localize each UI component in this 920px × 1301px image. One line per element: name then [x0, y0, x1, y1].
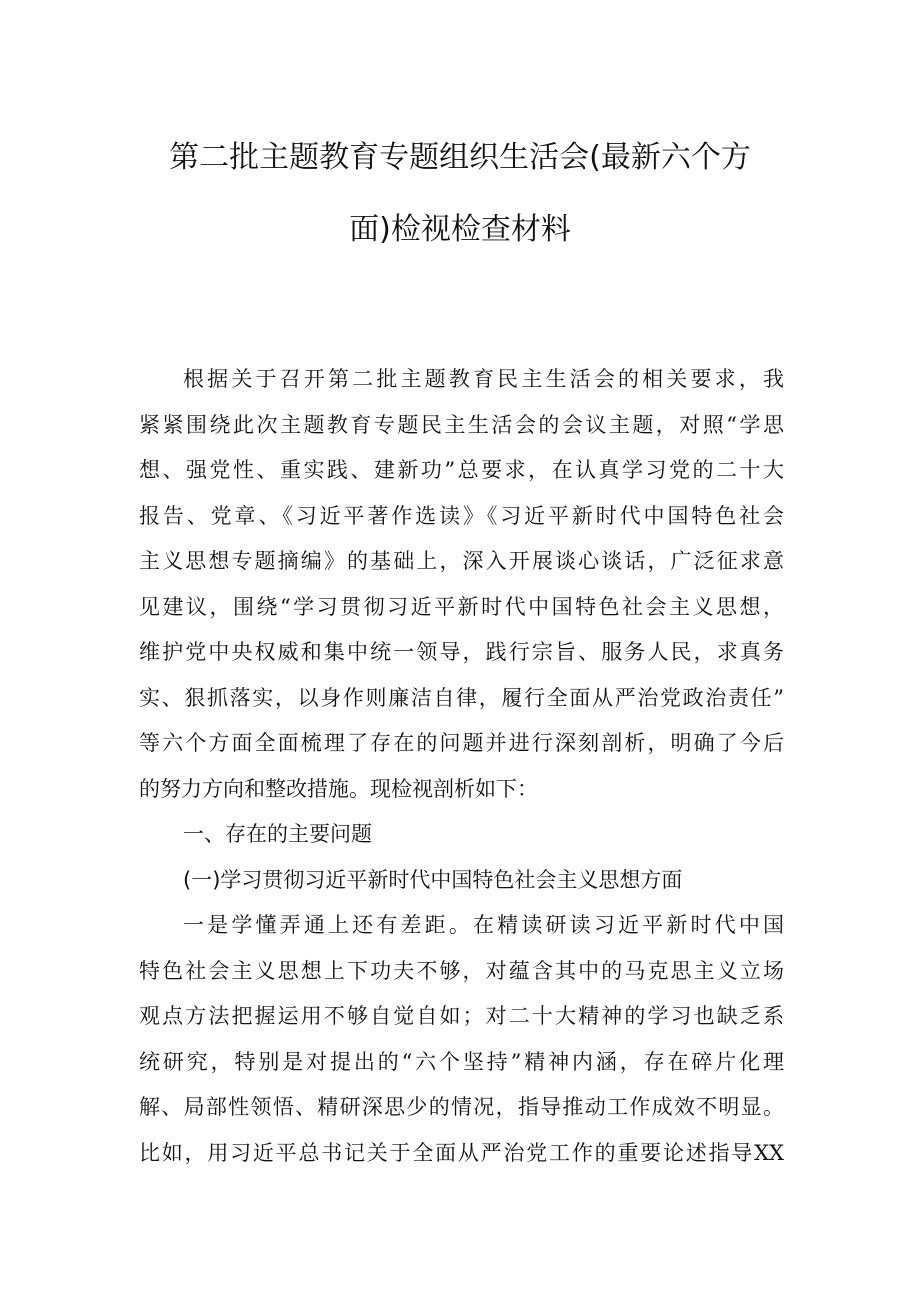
- intro-line: 主义思想专题摘编》的基础上，深入开展谈心谈话，广泛征求意: [139, 549, 784, 573]
- point1-line: 解、局部性领悟、精研深思少的情况，指导推动工作成效不明显。: [139, 1095, 784, 1119]
- intro-line: 报告、党章、《习近平著作选读》《习近平新时代中国特色社会: [139, 503, 784, 528]
- point1-line: 统研究，特别是对提出的“六个坚持”精神内涵，存在碎片化理: [139, 1049, 784, 1074]
- point1-line: 比如，用习近平总书记关于全面从严治党工作的重要论述指导XX: [139, 1140, 784, 1165]
- intro-line: 紧紧围绕此次主题教育专题民主生活会的会议主题，对照“学思: [139, 412, 784, 437]
- document-title-line-1: 第二批主题教育专题组织生活会(最新六个方: [169, 140, 751, 175]
- intro-line: 想、强党性、重实践、建新功”总要求，在认真学习党的二十大: [139, 458, 784, 482]
- intro-line: 的努力方向和整改措施。现检视剖析如下：: [139, 776, 538, 801]
- intro-line: 等六个方面全面梳理了存在的问题并进行深刻剖析，明确了今后: [139, 731, 784, 755]
- intro-line: 见建议，围绕“学习贯彻习近平新时代中国特色社会主义思想，: [139, 594, 784, 619]
- intro-line: 维护党中央权威和集中统一领导，践行宗旨、服务人民，求真务: [139, 640, 784, 664]
- point1-line: 观点方法把握运用不够自觉自如；对二十大精神的学习也缺乏系: [139, 1004, 784, 1028]
- document-body: [139, 357, 784, 1176]
- section-heading-2: (一)学习贯彻习近平新时代中国特色社会主义思想方面: [183, 867, 683, 892]
- intro-line: 实、狠抓落实，以身作则廉洁自律，履行全面从严治党政治责任”: [139, 685, 784, 710]
- intro-line: 根据关于召开第二批主题教育民主生活会的相关要求，我: [183, 367, 784, 391]
- point1-line: 一是学懂弄通上还有差距。在精读研读习近平新时代中国: [183, 913, 784, 937]
- section-heading-1: 一、存在的主要问题: [183, 822, 372, 846]
- point1-line: 特色社会主义思想上下功夫不够，对蕴含其中的马克思主义立场: [139, 958, 784, 983]
- document-title-line-2: 面)检视检查材料: [349, 212, 571, 247]
